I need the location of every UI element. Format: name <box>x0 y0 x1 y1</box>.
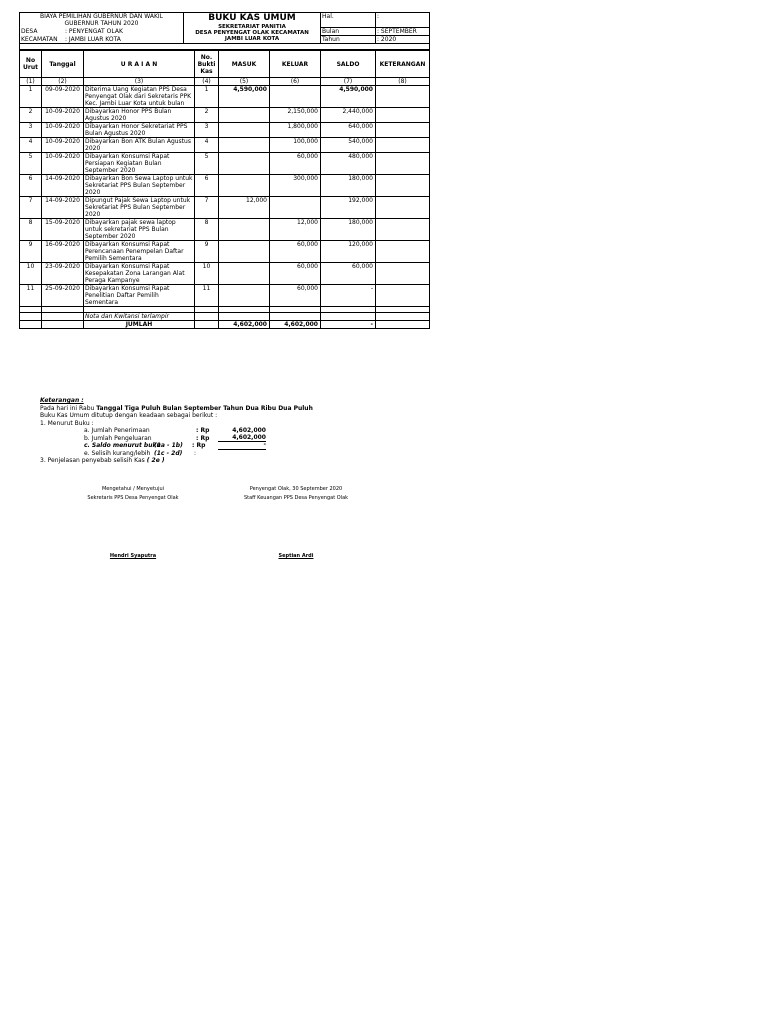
cell-bukti: 4 <box>195 138 219 153</box>
cell-bukti: 11 <box>195 285 219 307</box>
table-row <box>20 108 430 123</box>
notes-section <box>40 397 370 465</box>
cell-no: 2 <box>20 108 42 123</box>
cell-no: 7 <box>20 197 42 219</box>
cell-saldo: 192,000 <box>321 197 376 219</box>
cell-keluar <box>270 86 321 108</box>
col-header: No Urut <box>20 51 42 78</box>
cell-masuk <box>219 285 270 307</box>
bulan-label: Bulan <box>321 28 376 36</box>
signer-right-name: Septian Ardi <box>278 553 314 559</box>
col-header: MASUK <box>219 51 270 78</box>
table-row <box>20 123 430 138</box>
cell-saldo: - <box>321 285 376 307</box>
cell-saldo: 480,000 <box>321 153 376 175</box>
cell-ket <box>376 138 430 153</box>
cell-masuk: 12,000 <box>219 197 270 219</box>
table-row <box>20 219 430 241</box>
cell-masuk <box>219 175 270 197</box>
selisih: e. Selisih kurang/lebih (1c - 2d) : <box>84 449 197 457</box>
ledger-table <box>19 50 430 329</box>
cell-ket <box>376 197 430 219</box>
cell-uraian: Dibayarkan Bon Sewa Laptop untuk Sekretariat PPS Bulan September 2020 <box>85 175 193 196</box>
cell-no: 9 <box>20 241 42 263</box>
penjelasan-selisih: 3. Penjelasan penyebab selisih Kas ( 2e ) <box>40 457 165 464</box>
cell-no: 6 <box>20 175 42 197</box>
jumlah-penerimaan: a. Jumlah Penerimaan : Rp 4,602,000 <box>84 427 266 434</box>
cell-saldo: 180,000 <box>321 219 376 241</box>
tahun-value: : 2020 <box>376 36 430 44</box>
nota-text: Nota dan Kwitansi terlampir <box>84 313 195 321</box>
table-row <box>20 197 430 219</box>
col-header: Tanggal <box>42 51 84 78</box>
desa-row: DESA : PENYENGAT OLAK <box>20 28 184 36</box>
cell-uraian: Dibayarkan Honor PPS Bulan Agustus 2020 <box>84 108 195 123</box>
total-saldo: - <box>321 321 376 329</box>
cell-ket <box>376 153 430 175</box>
table-row <box>20 153 430 175</box>
col-header: SALDO <box>321 51 376 78</box>
cell-bukti: 2 <box>195 108 219 123</box>
cell-masuk <box>219 241 270 263</box>
col-header: KELUAR <box>270 51 321 78</box>
col-header: KETERANGAN <box>376 51 430 78</box>
cell-uraian: Dibayarkan Konsumsi Rapat Penelitian Daftar Pemilih Sementara <box>84 285 195 307</box>
header-spacer <box>20 44 430 50</box>
total-label: JUMLAH <box>84 321 195 329</box>
ledger-body <box>20 86 430 307</box>
bulan-value: : SEPTEMBER <box>376 28 430 36</box>
table-row <box>20 138 430 153</box>
table-row <box>20 263 430 285</box>
cell-no: 8 <box>20 219 42 241</box>
document-sheet <box>19 12 429 329</box>
cell-tanggal: 10-09-2020 <box>42 153 84 175</box>
cell-no: 1 <box>20 86 42 108</box>
table-header-row <box>20 51 430 78</box>
cell-masuk <box>219 123 270 138</box>
cell-ket <box>376 285 430 307</box>
cell-tanggal: 25-09-2020 <box>42 285 84 307</box>
cell-tanggal: 10-09-2020 <box>42 138 84 153</box>
cell-saldo: 4,590,000 <box>321 86 376 108</box>
cell-tanggal: 15-09-2020 <box>42 219 84 241</box>
cell-bukti: 10 <box>195 263 219 285</box>
total-keluar: 4,602,000 <box>270 321 321 329</box>
cell-no: 3 <box>20 123 42 138</box>
cell-uraian: Dipungut Pajak Sewa Laptop untuk Sekretariat PPS Bulan September 2020 <box>84 197 195 219</box>
cell-keluar: 2,150,000 <box>270 108 321 123</box>
cell-keluar: 60,000 <box>270 153 321 175</box>
total-row <box>20 321 430 329</box>
cell-ket <box>376 175 430 197</box>
cell-ket <box>376 123 430 138</box>
document-title: BUKU KAS UMUM <box>208 13 296 23</box>
header-table <box>19 12 430 50</box>
column-number-row: (1) (2) (3) (4) (5) (6) (7) (8) <box>20 78 430 86</box>
cell-no: 10 <box>20 263 42 285</box>
cell-keluar: 60,000 <box>270 263 321 285</box>
cell-uraian: Diterima Uang Kegiatan PPS Desa Penyengat Olak dari Sekretaris PPK Kec. Jambi Luar Kota untuk bulan <box>84 86 195 108</box>
cell-saldo: 180,000 <box>321 175 376 197</box>
cell-keluar <box>270 197 321 219</box>
closing-statement: Pada hari ini Rabu Tanggal Tiga Puluh Bulan September Tahun Dua Ribu Dua Puluh <box>40 404 313 412</box>
notes-heading: Keterangan : <box>40 397 84 404</box>
cell-uraian: Dibayarkan Konsumsi Rapat Perencanaan Penempelan Daftar Pemilih Sementara <box>84 241 195 263</box>
cell-keluar: 12,000 <box>270 219 321 241</box>
title-block: BUKU KAS UMUM SEKRETARIAT PANITIA DESA PENYENGAT OLAK KECAMATAN JAMBI LUAR KOTA <box>184 13 321 44</box>
cell-ket <box>376 263 430 285</box>
cell-masuk <box>219 219 270 241</box>
cell-no: 11 <box>20 285 42 307</box>
total-masuk: 4,602,000 <box>219 321 270 329</box>
cell-keluar: 100,000 <box>270 138 321 153</box>
cell-tanggal: 16-09-2020 <box>42 241 84 263</box>
cell-uraian: Dibayarkan Konsumsi Rapat Kesepakatan Zona Larangan Alat Peraga Kampanye <box>84 263 195 285</box>
closing-line: Buku Kas Umum ditutup dengan keadaan sebagai berikut : <box>40 412 218 419</box>
cell-bukti: 1 <box>195 86 219 108</box>
cell-ket <box>376 108 430 123</box>
cell-masuk <box>219 263 270 285</box>
cell-saldo: 120,000 <box>321 241 376 263</box>
hal-value: : <box>376 13 430 28</box>
cell-bukti: 6 <box>195 175 219 197</box>
cell-keluar: 60,000 <box>270 285 321 307</box>
signature-left: Mengetahui / Menyetujui Sekretaris PPS Desa Penyengat Olak <box>87 486 179 501</box>
cell-masuk: 4,590,000 <box>219 86 270 108</box>
cell-masuk <box>219 138 270 153</box>
cell-saldo: 60,000 <box>321 263 376 285</box>
cell-bukti: 8 <box>195 219 219 241</box>
cell-no: 4 <box>20 138 42 153</box>
table-row <box>20 285 430 307</box>
cell-keluar: 300,000 <box>270 175 321 197</box>
cell-uraian: Dibayarkan pajak sewa laptop untuk sekretariat PPS Bulan September 2020 <box>84 219 195 241</box>
cell-uraian: Dibayarkan Honor Sekretariat PPS Bulan Agustus 2020 <box>84 123 195 138</box>
cell-masuk <box>219 153 270 175</box>
tahun-label: Tahun <box>321 36 376 44</box>
cell-ket <box>376 241 430 263</box>
jumlah-pengeluaran: b. Jumlah Pengeluaran : Rp 4,602,000 <box>84 433 266 442</box>
cell-tanggal: 23-09-2020 <box>42 263 84 285</box>
signer-left-name: Hendri Syaputra <box>109 553 157 559</box>
cell-bukti: 9 <box>195 241 219 263</box>
kecamatan-row: KECAMATAN : JAMBI LUAR KOTA <box>20 36 184 44</box>
table-row <box>20 241 430 263</box>
hal-label: Hal. <box>321 13 376 28</box>
cell-masuk <box>219 108 270 123</box>
cell-saldo: 540,000 <box>321 138 376 153</box>
saldo-menurut-buku: c. Saldo menurut buku (1a - 1b) : Rp - <box>84 441 266 449</box>
cell-tanggal: 09-09-2020 <box>42 86 84 108</box>
cell-bukti: 7 <box>195 197 219 219</box>
cell-ket <box>376 86 430 108</box>
nota-row <box>20 313 430 321</box>
cell-ket <box>376 219 430 241</box>
cell-keluar: 60,000 <box>270 241 321 263</box>
cell-saldo: 2,440,000 <box>321 108 376 123</box>
cell-bukti: 5 <box>195 153 219 175</box>
cell-bukti: 3 <box>195 123 219 138</box>
table-row <box>20 175 430 197</box>
cell-tanggal: 14-09-2020 <box>42 197 84 219</box>
org-name: BIAYA PEMILIHAN GUBERNUR DAN WAKIL GUBERNUR TAHUN 2020 <box>20 13 184 28</box>
col-header: No. Bukti Kas <box>195 51 219 78</box>
cell-tanggal: 10-09-2020 <box>42 123 84 138</box>
cell-saldo: 640,000 <box>321 123 376 138</box>
cell-uraian: Dibayarkan Bon ATK Bulan Agustus 2020 <box>84 138 195 153</box>
cell-no: 5 <box>20 153 42 175</box>
table-row <box>20 86 430 108</box>
menurut-buku: 1. Menurut Buku : <box>40 419 94 427</box>
cell-tanggal: 14-09-2020 <box>42 175 84 197</box>
cell-tanggal: 10-09-2020 <box>42 108 84 123</box>
signature-right: Penyengat Olak, 30 September 2020 Staff Keuangan PPS Desa Penyengat Olak <box>243 486 349 501</box>
cell-uraian: Dibayarkan Konsumsi Rapat Persiapan Kegiatan Bulan September 2020 <box>84 153 195 175</box>
col-header: U R A I A N <box>84 51 195 78</box>
cell-keluar: 1,800,000 <box>270 123 321 138</box>
